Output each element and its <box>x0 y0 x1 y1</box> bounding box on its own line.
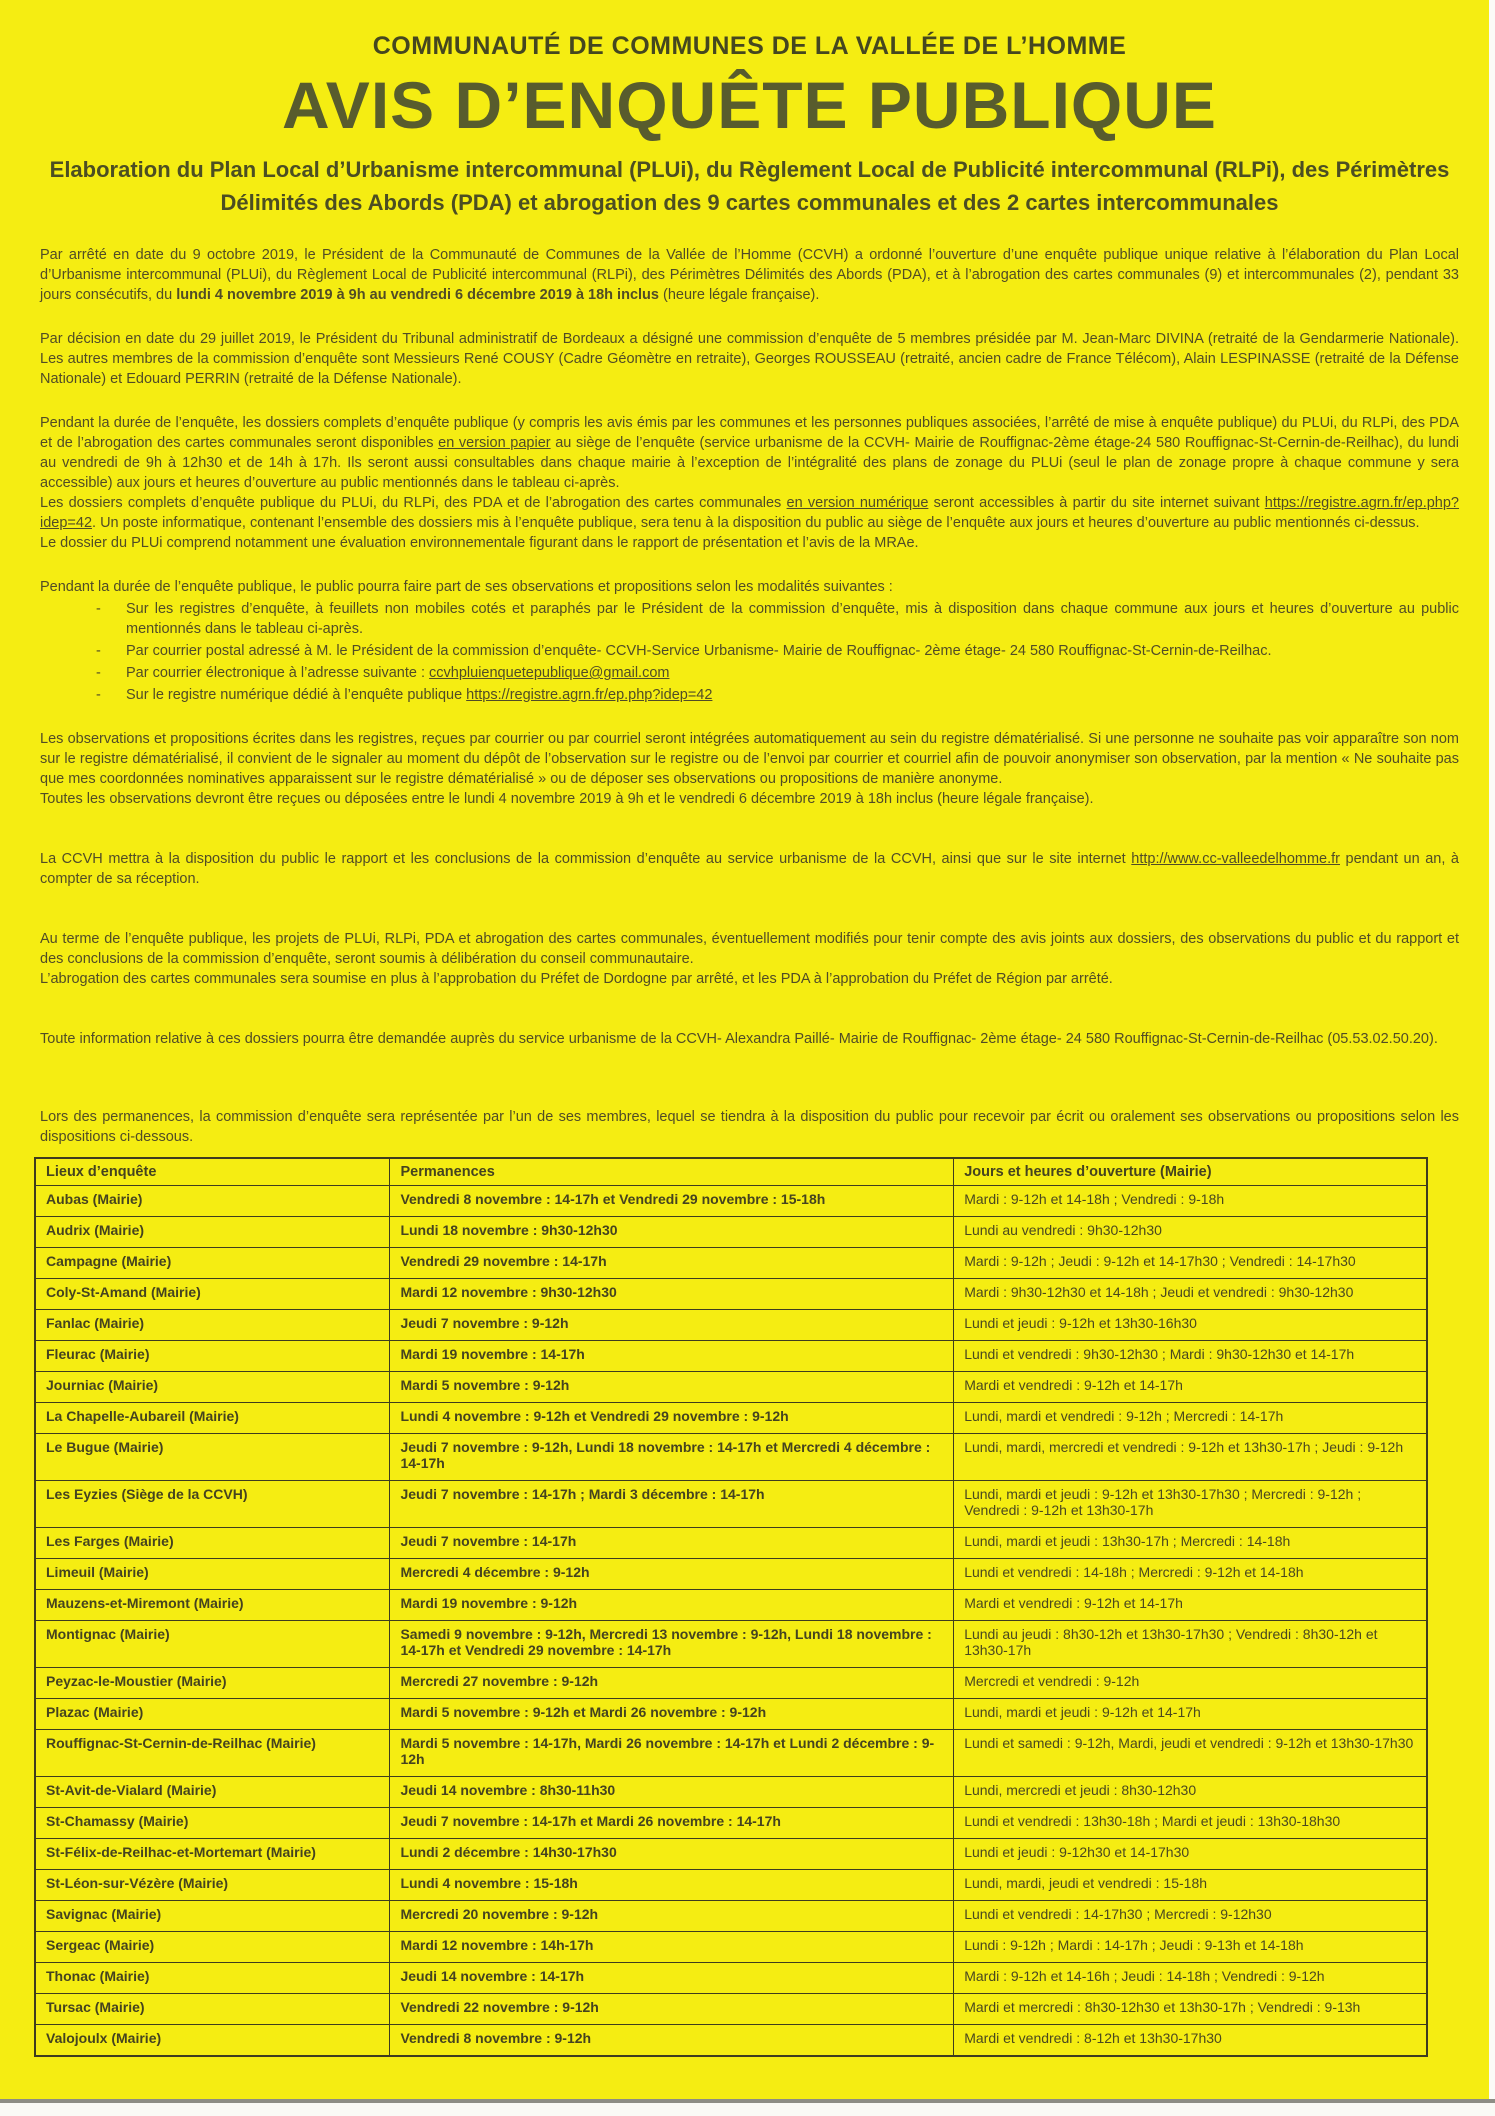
bullet-list <box>40 599 1459 705</box>
text-segment: Le dossier du PLUi comprend notamment une évaluation environnementale figurant dans le rapport de présentation et l’avis de la MRAe. <box>40 535 919 551</box>
table-row <box>35 1870 1427 1901</box>
table-header-row <box>35 1158 1427 1186</box>
cell-lieu: Peyzac-le-Moustier (Mairie) <box>35 1668 390 1699</box>
table-row <box>35 1777 1427 1808</box>
cell-permanences: Jeudi 7 novembre : 14-17h ; Mardi 3 décembre : 14-17h <box>390 1481 954 1528</box>
cell-lieu: St-Avit-de-Vialard (Mairie) <box>35 1777 390 1808</box>
cell-jours: Mardi et vendredi : 8-12h et 13h30-17h30 <box>954 2025 1427 2057</box>
cell-lieu: Limeuil (Mairie) <box>35 1559 390 1590</box>
cell-permanences: Mardi 12 novembre : 9h30-12h30 <box>390 1279 954 1310</box>
table-row <box>35 1699 1427 1730</box>
text-segment: seront accessibles à partir du site internet suivant <box>928 495 1265 511</box>
table-row <box>35 1310 1427 1341</box>
underlined-text: https://registre.agrn.fr/ep.php?idep=42 <box>40 495 1459 531</box>
cell-lieu: Le Bugue (Mairie) <box>35 1434 390 1481</box>
cell-jours: Lundi et samedi : 9-12h, Mardi, jeudi et vendredi : 9-12h et 13h30-17h30 <box>954 1730 1427 1777</box>
cell-jours: Lundi, mardi, mercredi et vendredi : 9-12h et 13h30-17h ; Jeudi : 9-12h <box>954 1434 1427 1481</box>
cell-jours: Lundi, mardi et vendredi : 9-12h ; Mercredi : 14-17h <box>954 1403 1427 1434</box>
bullet-item <box>126 599 1459 639</box>
table-row <box>35 1372 1427 1403</box>
cell-lieu: Audrix (Mairie) <box>35 1217 390 1248</box>
cell-lieu: Thonac (Mairie) <box>35 1963 390 1994</box>
cell-lieu: Fleurac (Mairie) <box>35 1341 390 1372</box>
text-segment: L’abrogation des cartes communales sera soumise en plus à l’approbation du Préfet de Dordogne par arrêté, et les PDA à l’approbation du Préfet de Région par arrêté. <box>40 971 1113 987</box>
cell-lieu: Aubas (Mairie) <box>35 1186 390 1217</box>
table-row <box>35 1730 1427 1777</box>
cell-jours: Mardi : 9-12h et 14-16h ; Jeudi : 14-18h ; Vendredi : 9-12h <box>954 1963 1427 1994</box>
table-row <box>35 2025 1427 2057</box>
cell-permanences: Lundi 18 novembre : 9h30-12h30 <box>390 1217 954 1248</box>
cell-permanences: Jeudi 14 novembre : 8h30-11h30 <box>390 1777 954 1808</box>
text-segment: Les observations et propositions écrites dans les registres, reçues par courrier ou par courriel seront intégrées automatiquement au sein du registre dématérialisé. Si une personne ne souhaite pas voir apparaître son nom sur le registre dématérialisé, il convient de le signaler au moment du dépôt de l’observation sur le registre ou de l’envoi par courrier et courriel afin de pouvoir anonymiser son observation, par la mention « Ne souhaite pas que mes coordonnées nominatives apparaissent sur le registre dématérialisé » ou de déposer ses observations ou propositions de manière anonyme. <box>40 731 1459 787</box>
table-row <box>35 1481 1427 1528</box>
cell-permanences: Vendredi 8 novembre : 14-17h et Vendredi 29 novembre : 15-18h <box>390 1186 954 1217</box>
table-row <box>35 1808 1427 1839</box>
table-row <box>35 1932 1427 1963</box>
paragraph-modalites-intro <box>40 577 1459 597</box>
cell-lieu: Les Eyzies (Siège de la CCVH) <box>35 1481 390 1528</box>
header-lieux: Lieux d’enquête <box>35 1158 390 1186</box>
body-text <box>40 245 1459 1147</box>
text-segment: La CCVH mettra à la disposition du public le rapport et les conclusions de la commission d’enquête au service urbanisme de la CCVH, ainsi que sur le site internet <box>40 851 1132 867</box>
cell-jours: Lundi et vendredi : 9h30-12h30 ; Mardi : 9h30-12h30 et 14-17h <box>954 1341 1427 1372</box>
cell-permanences: Mardi 19 novembre : 9-12h <box>390 1590 954 1621</box>
cell-permanences: Mardi 5 novembre : 9-12h <box>390 1372 954 1403</box>
scan-edge-bottom <box>0 2099 1495 2116</box>
cell-lieu: Montignac (Mairie) <box>35 1621 390 1668</box>
cell-lieu: Fanlac (Mairie) <box>35 1310 390 1341</box>
cell-permanences: Vendredi 29 novembre : 14-17h <box>390 1248 954 1279</box>
cell-jours: Mardi et vendredi : 9-12h et 14-17h <box>954 1590 1427 1621</box>
cell-jours: Lundi, mardi et jeudi : 13h30-17h ; Mercredi : 14-18h <box>954 1528 1427 1559</box>
cell-jours: Lundi au vendredi : 9h30-12h30 <box>954 1217 1427 1248</box>
cell-lieu: Plazac (Mairie) <box>35 1699 390 1730</box>
table-row <box>35 1590 1427 1621</box>
cell-lieu: St-Félix-de-Reilhac-et-Mortemart (Mairie) <box>35 1839 390 1870</box>
cell-lieu: Valojoulx (Mairie) <box>35 2025 390 2057</box>
cell-lieu: Journiac (Mairie) <box>35 1372 390 1403</box>
table-row <box>35 1963 1427 1994</box>
org-title: COMMUNAUTÉ DE COMMUNES DE LA VALLÉE DE L’HOMME <box>372 32 1127 60</box>
text-segment: Par courrier électronique à l’adresse suivante : <box>126 665 430 681</box>
cell-permanences: Mardi 5 novembre : 9-12h et Mardi 26 novembre : 9-12h <box>390 1699 954 1730</box>
cell-permanences: Mardi 12 novembre : 14h-17h <box>390 1932 954 1963</box>
cell-permanences: Lundi 4 novembre : 15-18h <box>390 1870 954 1901</box>
bullet-item <box>126 641 1459 661</box>
cell-jours: Mercredi et vendredi : 9-12h <box>954 1668 1427 1699</box>
cell-permanences: Mercredi 20 novembre : 9-12h <box>390 1901 954 1932</box>
cell-jours: Lundi et jeudi : 9-12h30 et 14-17h30 <box>954 1839 1427 1870</box>
bold-text: lundi 4 novembre 2019 à 9h au vendredi 6 décembre 2019 à 18h inclus <box>176 287 659 303</box>
cell-jours: Mardi et mercredi : 8h30-12h30 et 13h30-17h ; Vendredi : 9-13h <box>954 1994 1427 2025</box>
cell-lieu: Coly-St-Amand (Mairie) <box>35 1279 390 1310</box>
cell-permanences: Vendredi 22 novembre : 9-12h <box>390 1994 954 2025</box>
cell-lieu: Les Farges (Mairie) <box>35 1528 390 1559</box>
text-segment: Les dossiers complets d’enquête publique du PLUi, du RLPi, des PDA et de l’abrogation des cartes communales <box>40 495 787 511</box>
cell-jours: Mardi : 9-12h ; Jeudi : 9-12h et 14-17h30 ; Vendredi : 14-17h30 <box>954 1248 1427 1279</box>
cell-jours: Lundi et vendredi : 13h30-18h ; Mardi et jeudi : 13h30-18h30 <box>954 1808 1427 1839</box>
cell-jours: Lundi, mardi et jeudi : 9-12h et 13h30-17h30 ; Mercredi : 9-12h ; Vendredi : 9-12h et 13h30-17h <box>954 1481 1427 1528</box>
cell-permanences: Jeudi 14 novembre : 14-17h <box>390 1963 954 1994</box>
cell-lieu: Mauzens-et-Miremont (Mairie) <box>35 1590 390 1621</box>
paragraph-rapport <box>40 849 1459 889</box>
cell-permanences: Jeudi 7 novembre : 14-17h et Mardi 26 novembre : 14-17h <box>390 1808 954 1839</box>
table-row <box>35 1839 1427 1870</box>
cell-jours: Lundi, mardi et jeudi : 9-12h et 14-17h <box>954 1699 1427 1730</box>
text-segment: Sur le registre numérique dédié à l’enquête publique <box>126 687 467 703</box>
paragraph-observations <box>40 729 1459 809</box>
table-row <box>35 1279 1427 1310</box>
cell-permanences: Mardi 19 novembre : 14-17h <box>390 1341 954 1372</box>
header-jours: Jours et heures d’ouverture (Mairie) <box>954 1158 1427 1186</box>
cell-lieu: Campagne (Mairie) <box>35 1248 390 1279</box>
paragraph-permanences-intro <box>40 1107 1459 1147</box>
text-segment: Par arrêté en date du 9 octobre 2019, le Président de la Communauté de Communes de la Vallée de l’Homme (CCVH) a ordonné l’ouverture d’une enquête publique unique relative à l’élaboration du Plan Local d’Urbanisme intercommunal (PLUi), du Règlement Local de Publicité intercommunal (RLPi), des Périmètres Délimités des Abords (PDA), et à l’abrogation des cartes communales (9) et intercommunales (2), pendant 33 jours consécutifs, du <box>40 247 1459 303</box>
underlined-text: ccvhpluienquetepublique@gmail.com <box>429 665 670 681</box>
header-permanences: Permanences <box>390 1158 954 1186</box>
paragraph-information <box>40 1029 1459 1049</box>
cell-permanences: Jeudi 7 novembre : 9-12h <box>390 1310 954 1341</box>
cell-lieu: St-Léon-sur-Vézère (Mairie) <box>35 1870 390 1901</box>
cell-permanences: Samedi 9 novembre : 9-12h, Mercredi 13 novembre : 9-12h, Lundi 18 novembre : 14-17h et Vendredi 29 novembre : 14-17h <box>390 1621 954 1668</box>
table-row <box>35 1901 1427 1932</box>
table-row <box>35 1341 1427 1372</box>
table-row <box>35 1186 1427 1217</box>
table-row <box>35 1668 1427 1699</box>
cell-permanences: Jeudi 7 novembre : 9-12h, Lundi 18 novembre : 14-17h et Mercredi 4 décembre : 14-17h <box>390 1434 954 1481</box>
text-segment: (heure légale française). <box>658 287 820 303</box>
text-segment: Au terme de l’enquête publique, les projets de PLUi, RLPi, PDA et abrogation des cartes communales, éventuellement modifiés pour tenir compte des avis joints aux dossiers, des observations du public et du rapport et des conclusions de la commission d’enquête, seront soumis à délibération du conseil communautaire. <box>40 931 1459 967</box>
text-segment: Par courrier postal adressé à M. le Président de la commission d’enquête- CCVH-Service Urbanisme- Mairie de Rouffignac- 2ème étage- 24 580 Rouffignac-St-Cernin-de-Reilhac. <box>126 643 1272 659</box>
enquiry-table-body <box>35 1186 1427 2057</box>
cell-jours: Lundi : 9-12h ; Mardi : 14-17h ; Jeudi : 9-13h et 14-18h <box>954 1932 1427 1963</box>
text-segment: Pendant la durée de l’enquête publique, le public pourra faire part de ses observations et propositions selon les modalités suivantes : <box>40 579 893 595</box>
text-segment: Lors des permanences, la commission d’enquête sera représentée par l’un de ses membres, lequel se tiendra à la disposition du public pour recevoir par écrit ou oralement ses observations ou propositions selon les dispositions ci-dessous. <box>40 1109 1459 1145</box>
cell-permanences: Lundi 4 novembre : 9-12h et Vendredi 29 novembre : 9-12h <box>390 1403 954 1434</box>
text-segment: Toutes les observations devront être reçues ou déposées entre le lundi 4 novembre 2019 à 9h et le vendredi 6 décembre 2019 à 18h inclus (heure légale française). <box>40 791 1094 807</box>
cell-lieu: Rouffignac-St-Cernin-de-Reilhac (Mairie) <box>35 1730 390 1777</box>
underlined-text: https://registre.agrn.fr/ep.php?idep=42 <box>466 687 713 703</box>
table-row <box>35 1217 1427 1248</box>
cell-permanences: Mercredi 4 décembre : 9-12h <box>390 1559 954 1590</box>
text-segment: Par décision en date du 29 juillet 2019, le Président du Tribunal administratif de Bordeaux a désigné une commission d’enquête de 5 membres présidée par M. Jean-Marc DIVINA (retraité de la Gendarmerie Nationale). Les autres membres de la commission d’enquête sont Messieurs René COUSY (Cadre Géomètre en retraite), Georges ROUSSEAU (retraité, ancien cadre de France Télécom), Alain LESPINASSE (retraité de la Défense Nationale) et Edouard PERRIN (retraité de la Défense Nationale). <box>40 331 1459 387</box>
cell-lieu: Sergeac (Mairie) <box>35 1932 390 1963</box>
cell-lieu: La Chapelle-Aubareil (Mairie) <box>35 1403 390 1434</box>
cell-lieu: St-Chamassy (Mairie) <box>35 1808 390 1839</box>
underlined-text: http://www.cc-valleedelhomme.fr <box>1131 851 1340 867</box>
underlined-text: en version numérique <box>786 495 929 511</box>
table-row <box>35 1434 1427 1481</box>
cell-jours: Mardi : 9h30-12h30 et 14-18h ; Jeudi et vendredi : 9h30-12h30 <box>954 1279 1427 1310</box>
bullet-item <box>126 685 1459 705</box>
text-segment: Toute information relative à ces dossiers pourra être demandée auprès du service urbanisme de la CCVH- Alexandra Paillé- Mairie de Rouffignac- 2ème étage- 24 580 Rouffignac-St-Cernin-de-Reilhac (05.53.02.50.20). <box>40 1031 1438 1047</box>
table-row <box>35 1559 1427 1590</box>
cell-lieu: Savignac (Mairie) <box>35 1901 390 1932</box>
cell-permanences: Mercredi 27 novembre : 9-12h <box>390 1668 954 1699</box>
table-row <box>35 1528 1427 1559</box>
cell-jours: Lundi et vendredi : 14-18h ; Mercredi : 9-12h et 14-18h <box>954 1559 1427 1590</box>
paragraph-terme <box>40 929 1459 989</box>
underlined-text: en version papier <box>438 435 551 451</box>
paragraph-dossiers <box>40 413 1459 553</box>
table-row <box>35 1621 1427 1668</box>
cell-jours: Mardi et vendredi : 9-12h et 14-17h <box>954 1372 1427 1403</box>
table-row <box>35 1248 1427 1279</box>
table-row <box>35 1403 1427 1434</box>
bullet-item <box>126 663 1459 683</box>
cell-permanences: Mardi 5 novembre : 14-17h, Mardi 26 novembre : 14-17h et Lundi 2 décembre : 9-12h <box>390 1730 954 1777</box>
cell-permanences: Jeudi 7 novembre : 14-17h <box>390 1528 954 1559</box>
text-segment: . Un poste informatique, contenant l’ensemble des dossiers mis à l’enquête publique, sera tenu à la disposition du public au siège de l’enquête aux jours et heures d’ouverture au public mentionnés ci-dessus. <box>92 515 1420 531</box>
cell-jours: Mardi : 9-12h et 14-18h ; Vendredi : 9-18h <box>954 1186 1427 1217</box>
cell-permanences: Lundi 2 décembre : 14h30-17h30 <box>390 1839 954 1870</box>
scan-edge-right <box>1489 0 1495 2116</box>
cell-permanences: Vendredi 8 novembre : 9-12h <box>390 2025 954 2057</box>
cell-lieu: Tursac (Mairie) <box>35 1994 390 2025</box>
cell-jours: Lundi au jeudi : 8h30-12h et 13h30-17h30 ; Vendredi : 8h30-12h et 13h30-17h <box>954 1621 1427 1668</box>
cell-jours: Lundi, mardi, jeudi et vendredi : 15-18h <box>954 1870 1427 1901</box>
cell-jours: Lundi et jeudi : 9-12h et 13h30-16h30 <box>954 1310 1427 1341</box>
text-segment: Sur les registres d’enquête, à feuillets non mobiles cotés et paraphés par le Président de la commission d’enquête, mis à disposition dans chaque commune aux jours et heures d’ouverture au public mentionnés dans le tableau ci-après. <box>126 601 1459 637</box>
cell-jours: Lundi et vendredi : 14-17h30 ; Mercredi : 9-12h30 <box>954 1901 1427 1932</box>
text-segment: au siège de l’enquête (service urbanisme de la CCVH- Mairie de Rouffignac-2ème étage-24 580 Rouffignac-St-Cernin-de-Reilhac), du lundi au vendredi de 9h à 12h30 et de 14h à 17h. Ils seront aussi consultables dans chaque mairie à l’exception de l’intégralité des plans de zonage du PLUi (seul le plan de zonage propre à chaque commune y sera accessible) aux jours et heures d’ouverture au public mentionnés dans le tableau ci-après. <box>40 435 1459 491</box>
text-segment: Pendant la durée de l’enquête, les dossiers complets d’enquête publique (y compris les avis émis par les communes et les personnes publiques associées, l’arrêté de mise à enquête publique) du PLUi, du RLPi, des PDA et de l’abrogation des cartes communales seront disponibles <box>40 415 1459 451</box>
table-row <box>35 1994 1427 2025</box>
cell-jours: Lundi, mercredi et jeudi : 8h30-12h30 <box>954 1777 1427 1808</box>
paragraph-commission <box>40 329 1459 389</box>
subtitle: Elaboration du Plan Local d’Urbanisme intercommunal (PLUi), du Règlement Local de Publicité intercommunal (RLPi), des Périmètres Délimités des Abords (PDA) et abrogation des 9 cartes communales et des 2 cartes intercommunales <box>49 157 1450 215</box>
text-segment: pendant un an, à compter de sa réception. <box>40 851 1459 887</box>
main-title: AVIS D’ENQUÊTE PUBLIQUE <box>282 68 1217 142</box>
enquiry-table <box>34 1157 1428 2057</box>
paragraph-arrete <box>40 245 1459 305</box>
